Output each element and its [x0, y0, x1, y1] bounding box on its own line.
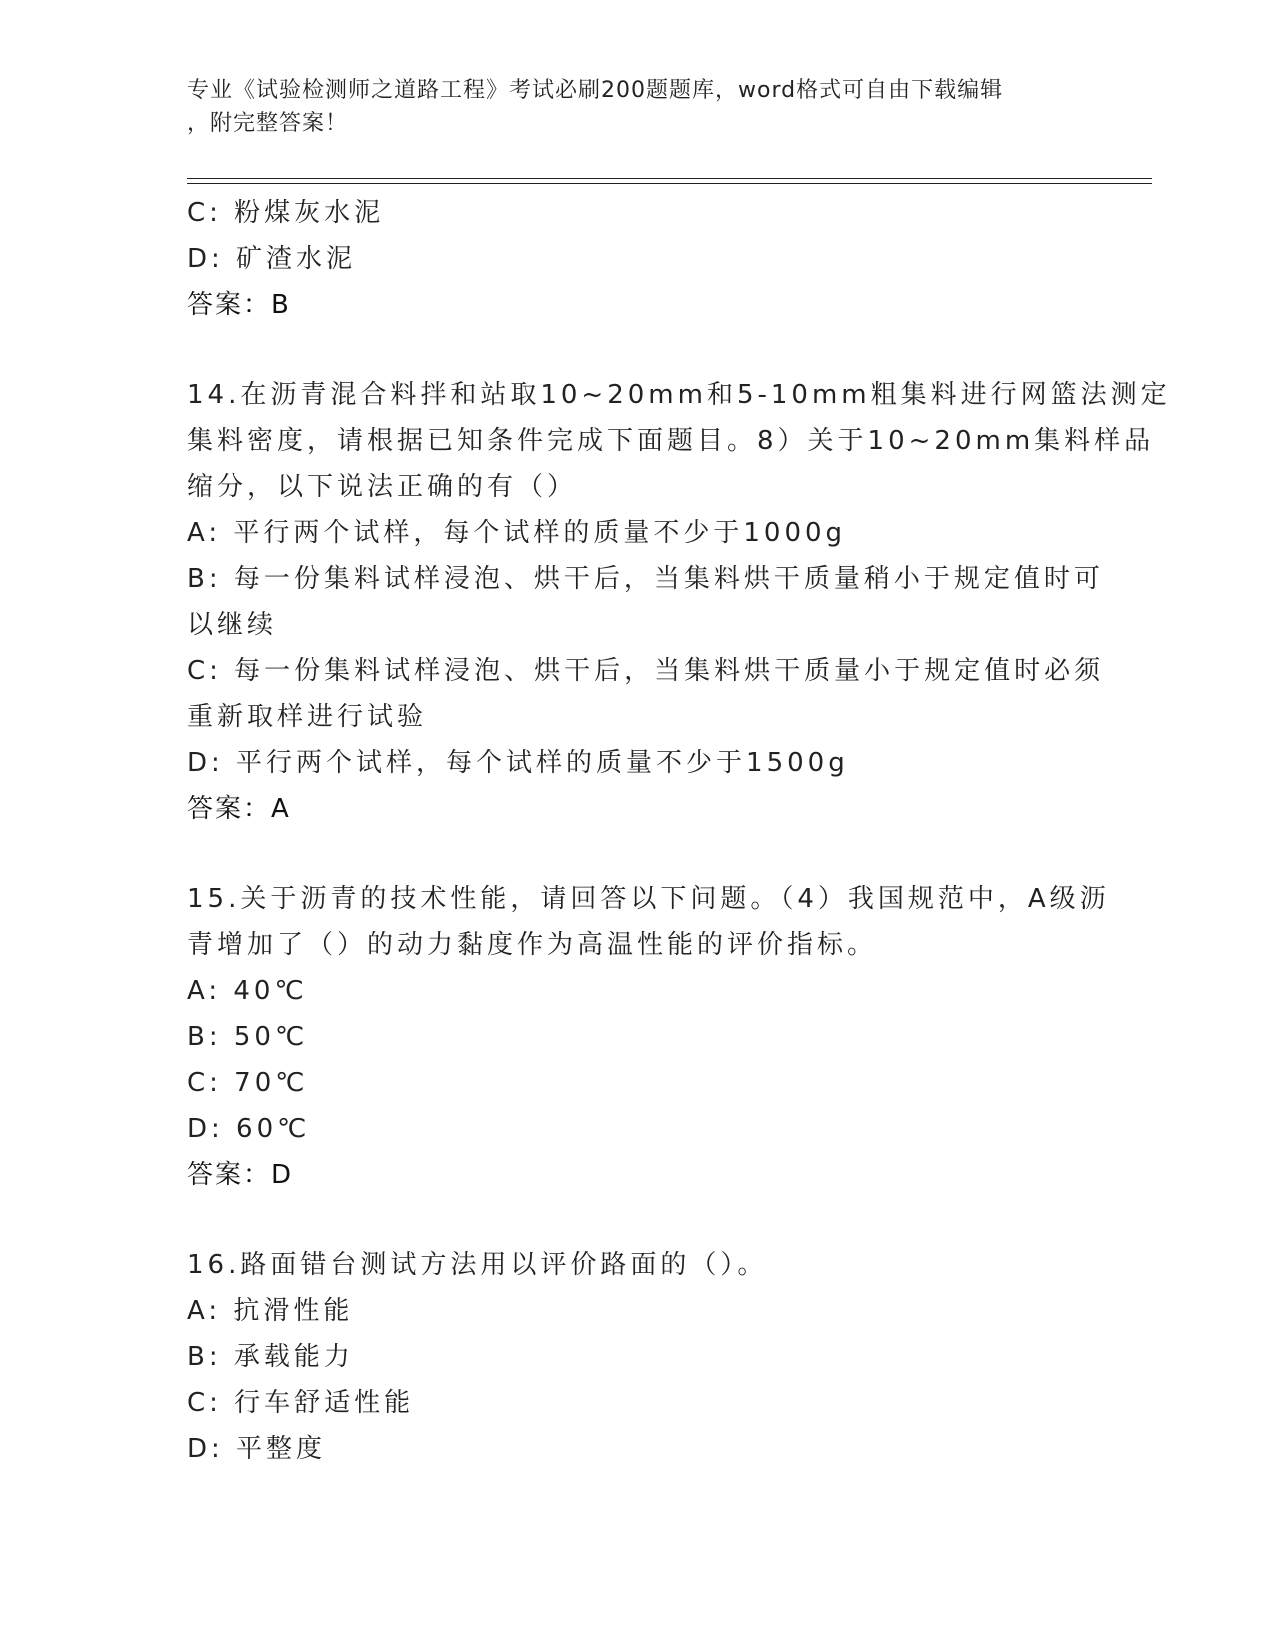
option-c-continued: 重新取样进行试验 — [187, 702, 428, 732]
option-b-continued: 以继续 — [187, 610, 278, 640]
option-b: B: 承载能力 — [187, 1342, 354, 1372]
answer-line: 答案：A — [187, 794, 291, 824]
spacer — [187, 832, 1087, 876]
answer-line: 答案：D — [187, 1160, 294, 1190]
question-content — [187, 190, 1171, 1472]
option-d: D: 平行两个试样，每个试样的质量不少于1500g — [187, 748, 849, 778]
spacer — [187, 1198, 1087, 1242]
document-header — [187, 74, 1067, 140]
option-c: C: 行车舒适性能 — [187, 1388, 415, 1418]
option-c: C: 粉煤灰水泥 — [187, 198, 385, 228]
question-stem-line: 15.关于沥青的技术性能，请回答以下问题。（4）我国规范中，A级沥 — [187, 884, 1110, 914]
option-c: C: 70℃ — [187, 1068, 309, 1098]
question-14 — [187, 372, 1171, 832]
option-b: B: 每一份集料试样浸泡、烘干后，当集料烘干质量稍小于规定值时可 — [187, 564, 1104, 594]
header-divider-top — [187, 178, 1152, 179]
option-d: D: 60℃ — [187, 1114, 311, 1144]
option-d: D: 平整度 — [187, 1434, 327, 1464]
question-stem-line: 集料密度，请根据已知条件完成下面题目。8）关于10~20mm集料样品 — [187, 426, 1155, 456]
option-a: A: 40℃ — [187, 976, 308, 1006]
option-c: C: 每一份集料试样浸泡、烘干后，当集料烘干质量小于规定值时必须 — [187, 656, 1105, 686]
header-line-1: 专业《试验检测师之道路工程》考试必刷200题题库，word格式可自由下载编辑 — [187, 78, 1004, 103]
option-b: B: 50℃ — [187, 1022, 309, 1052]
question-15 — [187, 876, 1110, 1198]
option-a: A: 平行两个试样，每个试样的质量不少于1000g — [187, 518, 847, 548]
answer-line: 答案：B — [187, 290, 291, 320]
question-stem-line: 青增加了（）的动力黏度作为高温性能的评价指标。 — [187, 930, 878, 960]
header-line-2: ，附完整答案！ — [187, 111, 349, 136]
option-d: D: 矿渣水泥 — [187, 244, 357, 274]
option-a: A: 抗滑性能 — [187, 1296, 354, 1326]
header-divider-bottom — [187, 183, 1152, 184]
question-stem-line: 14.在沥青混合料拌和站取10~20mm和5-10mm粗集料进行网篮法测定 — [187, 380, 1171, 410]
question-13-tail — [187, 190, 1087, 328]
question-stem-line: 缩分，以下说法正确的有（） — [187, 472, 578, 502]
question-16 — [187, 1242, 1087, 1472]
spacer — [187, 328, 1087, 372]
question-stem-line: 16.路面错台测试方法用以评价路面的（）。 — [187, 1250, 768, 1280]
